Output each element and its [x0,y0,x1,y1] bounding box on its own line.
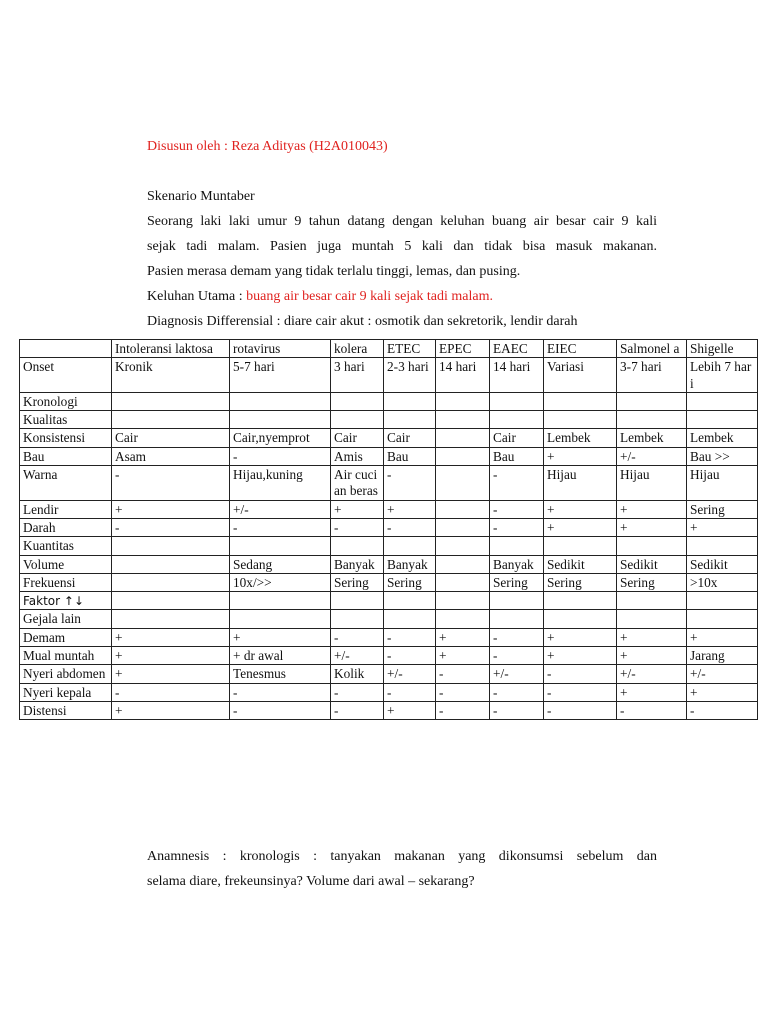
table-cell: - [617,701,687,719]
table-cell [331,592,384,610]
table-cell: - [230,518,331,536]
table-cell: - [112,466,230,501]
table-cell: Cair [490,429,544,447]
table-cell: Sedikit [687,555,758,573]
table-row [20,628,758,646]
table-cell [436,392,490,410]
table-header-cell: kolera [331,340,384,358]
table-cell [617,610,687,628]
table-cell [687,610,758,628]
table-cell: - [544,683,617,701]
table-row [20,447,758,465]
table-cell [436,518,490,536]
table-row-label: Nyeri abdomen [20,665,112,683]
table-cell [490,392,544,410]
table-cell: Kolik [331,665,384,683]
table-cell: - [331,628,384,646]
table-cell: Lebih 7 hari [687,358,758,393]
table-cell: + [544,518,617,536]
table-cell [490,592,544,610]
table-cell: + [112,500,230,518]
table-cell: + [544,628,617,646]
table-cell: - [490,628,544,646]
table-cell [687,392,758,410]
table-header-cell: Salmonel a [617,340,687,358]
table-cell: Sering [490,573,544,591]
table-cell: - [384,628,436,646]
table-cell [331,610,384,628]
table-row-label: Konsistensi [20,429,112,447]
table-cell [384,610,436,628]
table-row [20,537,758,555]
author-line: Disusun oleh : Reza Adityas (H2A010043) [147,139,388,154]
anamnesis-line: selama diare, frekeunsinya? Volume dari awal – sekarang? [147,874,475,889]
table-cell: + [436,647,490,665]
main-complaint [147,288,493,305]
table-header-cell: Intoleransi laktosa [112,340,230,358]
table-cell: - [490,647,544,665]
table-row-label: Lendir [20,500,112,518]
table-cell [436,411,490,429]
table-cell [687,537,758,555]
table-cell: - [112,518,230,536]
table-cell [230,392,331,410]
table-cell: + [617,683,687,701]
table-cell [544,610,617,628]
table-row [20,610,758,628]
table-row [20,466,758,501]
table-cell: + [112,628,230,646]
table-row [20,701,758,719]
table-cell [436,500,490,518]
table-row-label: Kuantitas [20,537,112,555]
table-row [20,683,758,701]
table-header-cell: ETEC [384,340,436,358]
table-row-label: Demam [20,628,112,646]
table-cell: Tenesmus [230,665,331,683]
table-cell: + [384,500,436,518]
table-cell [544,537,617,555]
table-cell: Asam [112,447,230,465]
table-cell: Sering [617,573,687,591]
table-cell: Sedikit [617,555,687,573]
table-cell: - [230,701,331,719]
table-cell: - [544,701,617,719]
table-cell: +/- [490,665,544,683]
table-cell: Cair,nyemprot [230,429,331,447]
table-cell: - [331,683,384,701]
table-cell: Hijau [617,466,687,501]
differential-table [19,339,758,720]
table-cell: + [687,518,758,536]
table-cell [687,592,758,610]
table-cell: - [331,701,384,719]
table-cell: Banyak [384,555,436,573]
table-cell: - [490,683,544,701]
table-cell: - [230,683,331,701]
table-cell: + [617,518,687,536]
table-cell: - [687,701,758,719]
table-cell: + [230,628,331,646]
table-row-label: Bau [20,447,112,465]
table-cell: Air cucian beras [331,466,384,501]
scenario-title: Skenario Muntaber [147,189,255,204]
table-cell: Sedikit [544,555,617,573]
table-cell: - [230,447,331,465]
table-cell: - [436,701,490,719]
table-cell: Lembek [687,429,758,447]
table-row-label: Mual muntah [20,647,112,665]
table-cell [436,447,490,465]
table-cell [436,610,490,628]
table-cell: Kronik [112,358,230,393]
table-cell [331,411,384,429]
table-cell [384,411,436,429]
table-cell [617,392,687,410]
main-complaint-label: Keluhan Utama : [147,289,247,304]
table-cell: >10x [687,573,758,591]
table-cell: Sering [384,573,436,591]
table-cell: - [436,665,490,683]
table-cell [230,610,331,628]
table-cell: +/- [331,647,384,665]
table-cell: 2-3 hari [384,358,436,393]
table-cell [436,429,490,447]
table-cell: + [544,500,617,518]
table-cell: + [687,683,758,701]
table-cell [544,392,617,410]
table-row-label: Frekuensi [20,573,112,591]
table-row-label: Warna [20,466,112,501]
table-cell: Lembek [617,429,687,447]
table-row [20,358,758,393]
table-cell: + [617,647,687,665]
table-cell [490,610,544,628]
table-cell: Variasi [544,358,617,393]
table-cell: +/- [384,665,436,683]
table-cell: Sedang [230,555,331,573]
scenario-line: sejak tadi malam. Pasien juga muntah 5 kali dan tidak bisa masuk makanan. [147,239,657,254]
table-cell [490,411,544,429]
table-cell: - [490,466,544,501]
table-header-cell: EAEC [490,340,544,358]
table-cell [331,537,384,555]
table-cell [544,592,617,610]
table-row [20,518,758,536]
table-cell: Cair [331,429,384,447]
table-cell [384,392,436,410]
table-cell: + [544,447,617,465]
table-cell [112,592,230,610]
table-header-row [20,340,758,358]
diagnosis-line: Diagnosis Differensial : diare cair akut : osmotik dan sekretorik, lendir darah [147,314,578,329]
table-cell [490,537,544,555]
table-row-label: Kronologi [20,392,112,410]
table-cell [436,466,490,501]
table-cell: + dr awal [230,647,331,665]
table-row-label: Distensi [20,701,112,719]
table-row-label: Nyeri kepala [20,683,112,701]
table-cell [112,392,230,410]
table-cell: +/- [617,447,687,465]
table-cell [230,592,331,610]
table-cell [436,555,490,573]
table-cell: - [490,518,544,536]
table-header-cell: EIEC [544,340,617,358]
table-row [20,555,758,573]
table-cell: Sering [687,500,758,518]
table-cell: - [384,683,436,701]
table-cell: + [112,665,230,683]
table-cell: - [112,683,230,701]
table-cell: + [687,628,758,646]
table-cell: Bau [384,447,436,465]
table-row [20,411,758,429]
table-header-cell: rotavirus [230,340,331,358]
table-cell: 14 hari [490,358,544,393]
table-cell: +/- [617,665,687,683]
table-cell: Amis [331,447,384,465]
table-cell: Bau >> [687,447,758,465]
anamnesis-line: Anamnesis : kronologis : tanyakan makanan yang dikonsumsi sebelum dan [147,849,657,864]
table-row-label: Darah [20,518,112,536]
table-cell: - [490,701,544,719]
table-cell: Cair [384,429,436,447]
main-complaint-value: buang air besar cair 9 kali sejak tadi malam. [246,289,493,304]
table-cell [436,573,490,591]
table-cell: Sering [331,573,384,591]
table-cell [112,537,230,555]
table-cell: - [384,518,436,536]
table-row-label: Onset [20,358,112,393]
table-cell: +/- [687,665,758,683]
table-row [20,429,758,447]
table-cell: Sering [544,573,617,591]
table-row [20,500,758,518]
table-cell [436,592,490,610]
table-cell: + [112,647,230,665]
table-row-label: Faktor ↑↓ [20,592,112,610]
table-cell: Hijau [544,466,617,501]
table-cell: - [331,518,384,536]
table-row [20,592,758,610]
table-cell: - [384,466,436,501]
table-cell [544,411,617,429]
table-header-cell [20,340,112,358]
table-cell: - [436,683,490,701]
table-cell [687,411,758,429]
table-cell [112,411,230,429]
table-cell: + [112,701,230,719]
scenario-line: Pasien merasa demam yang tidak terlalu tinggi, lemas, dan pusing. [147,264,521,279]
table-row-label: Volume [20,555,112,573]
table-cell: 3 hari [331,358,384,393]
table-cell [384,592,436,610]
table-cell [617,537,687,555]
table-cell: + [331,500,384,518]
table-cell: + [436,628,490,646]
table-row [20,665,758,683]
table-cell: + [617,628,687,646]
table-cell: Hijau,kuning [230,466,331,501]
table-cell [230,537,331,555]
table-cell [617,592,687,610]
table-cell: Jarang [687,647,758,665]
table-cell: 10x/>> [230,573,331,591]
table-cell: Banyak [331,555,384,573]
table-cell: + [384,701,436,719]
table-cell: 5-7 hari [230,358,331,393]
table-row [20,647,758,665]
table-cell: - [384,647,436,665]
table-cell [112,573,230,591]
table-cell: Lembek [544,429,617,447]
table-cell: + [617,500,687,518]
table-cell: Cair [112,429,230,447]
table-row-label: Kualitas [20,411,112,429]
table-row-label: Gejala lain [20,610,112,628]
scenario-line: Seorang laki laki umur 9 tahun datang dengan keluhan buang air besar cair 9 kali [147,214,657,229]
table-cell: - [544,665,617,683]
table-header-cell: EPEC [436,340,490,358]
table-cell: - [490,500,544,518]
table-cell: + [544,647,617,665]
table-cell: Hijau [687,466,758,501]
table-cell [331,392,384,410]
table-cell: +/- [230,500,331,518]
table-cell [112,555,230,573]
table-cell [384,537,436,555]
table-cell: 3-7 hari [617,358,687,393]
table-row [20,392,758,410]
table-cell [617,411,687,429]
table-cell [230,411,331,429]
table-header-cell: Shigelle [687,340,758,358]
table-cell: Banyak [490,555,544,573]
table-cell: 14 hari [436,358,490,393]
table-row [20,573,758,591]
table-cell [112,610,230,628]
table-cell: Bau [490,447,544,465]
table-cell [436,537,490,555]
